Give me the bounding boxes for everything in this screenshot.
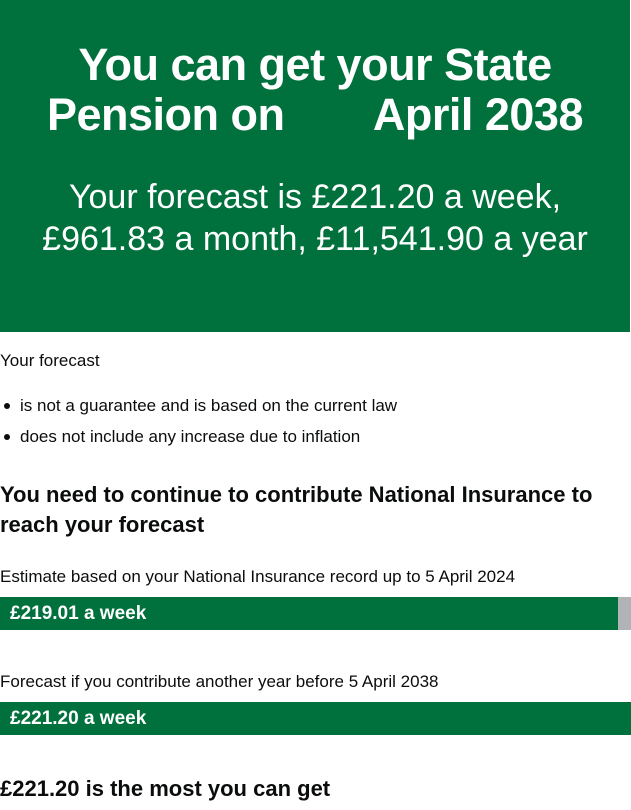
panel-title-line1: You can get your State <box>78 39 552 90</box>
list-item: does not include any increase due to inflation <box>0 426 397 448</box>
estimate-bar-label: £219.01 a week <box>10 603 147 624</box>
contribute-heading: You need to continue to contribute National Insurance to reach your forecast <box>0 482 593 537</box>
panel-forecast <box>0 176 630 260</box>
max-amount-heading: £221.20 is the most you can get <box>0 776 331 801</box>
panel-forecast-line1: Your forecast is £221.20 a week, <box>68 178 562 216</box>
panel-title <box>0 40 630 140</box>
forecast-intro: Your forecast <box>0 351 100 370</box>
forecast-bar <box>0 702 631 735</box>
forecast-panel <box>0 0 630 332</box>
panel-forecast-line2: £961.83 a month, £11,541.90 a year <box>42 220 588 258</box>
panel-title-line2-pre: Pension on <box>47 89 285 140</box>
estimate-caption: Estimate based on your National Insurance record up to 5 April 2024 <box>0 567 516 586</box>
estimate-bar <box>0 597 631 630</box>
forecast-bar-label: £221.20 a week <box>10 708 147 729</box>
list-item: is not a guarantee and is based on the current law <box>0 395 397 417</box>
panel-title-line2-post: April 2038 <box>372 89 583 140</box>
forecast-caveats <box>0 395 397 457</box>
forecast-caption: Forecast if you contribute another year before 5 April 2038 <box>0 672 439 691</box>
redacted-date <box>297 98 363 134</box>
